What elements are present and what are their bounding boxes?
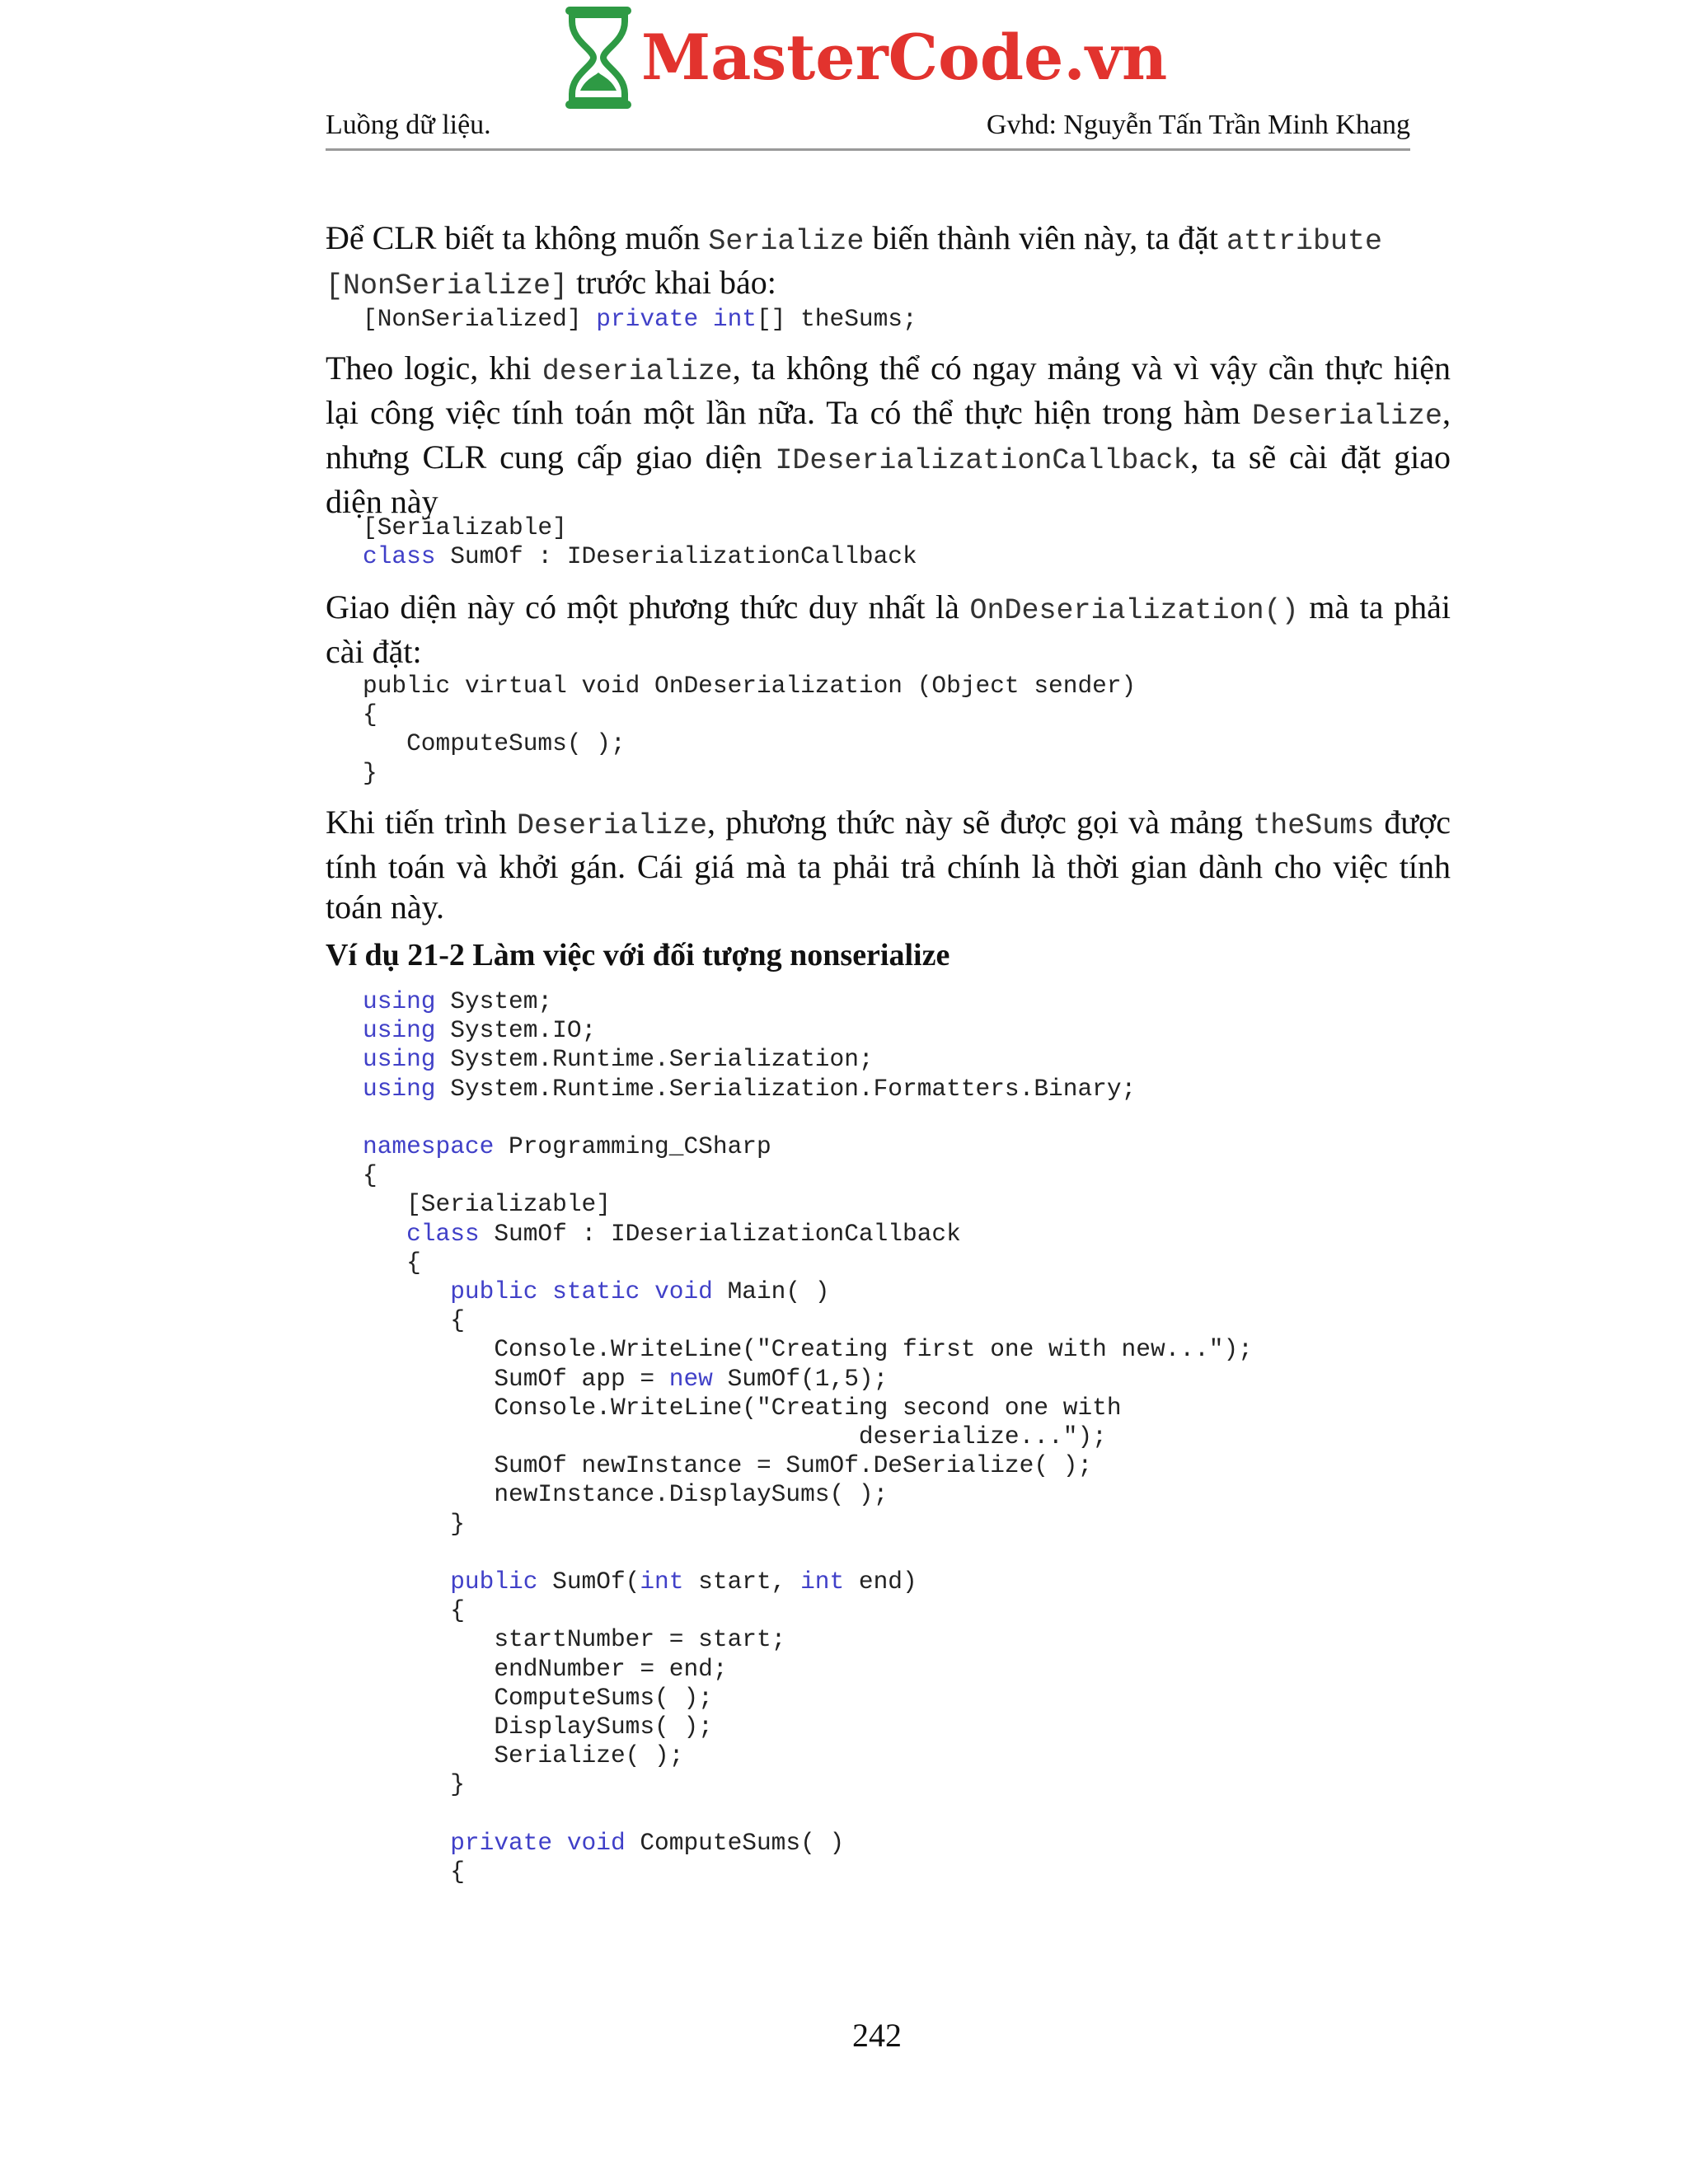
- paragraph-2: [326, 348, 1451, 522]
- code-text: {: [363, 1161, 377, 1190]
- code-text: deserialize...");: [858, 1422, 1107, 1451]
- inline-code: IDeserializationCallback: [775, 444, 1191, 477]
- code-keyword: public: [450, 1277, 538, 1306]
- code-snippet-2: [363, 513, 917, 571]
- paragraph-4: [326, 802, 1451, 927]
- code-snippet-1: [363, 305, 917, 334]
- code-text: ComputeSums( ): [625, 1828, 845, 1857]
- hourglass-icon: [560, 3, 636, 112]
- text: , ta sẽ cài đặt giao diện này: [326, 438, 1451, 520]
- code-text: startNumber = start;: [494, 1625, 786, 1654]
- code-text: System.IO;: [435, 1016, 597, 1045]
- logo: [560, 0, 1167, 115]
- text: biến thành viên này, ta đặt: [864, 219, 1226, 256]
- code-text: SumOf(1,5);: [712, 1364, 889, 1393]
- header-instructor: Gvhd: Nguyễn Tấn Trần Minh Khang: [986, 110, 1410, 140]
- code-keyword: using: [363, 1074, 436, 1103]
- paragraph-1: [326, 218, 1451, 307]
- inline-code: Deserialize: [517, 809, 708, 842]
- code-keyword: int: [800, 1568, 845, 1596]
- header-chapter: Luồng dữ liệu.: [326, 110, 491, 140]
- code-keyword: static: [552, 1277, 640, 1306]
- text: , ta không thể có ngay mảng và vì vậy cần thực hiện lại công việc tính toán một lần nữa. Ta có thể thực hiện trong hàm: [326, 349, 1451, 431]
- text: Theo logic, khi: [326, 349, 542, 387]
- inline-code: theSums: [1253, 809, 1375, 842]
- code-text: [Serializable]: [363, 513, 567, 541]
- code-text: SumOf newInstance = SumOf.DeSerialize( );: [494, 1451, 1093, 1480]
- text: trước khai báo:: [568, 264, 776, 301]
- text: Khi tiến trình: [326, 804, 517, 841]
- code-text: SumOf : IDeserializationCallback: [479, 1219, 961, 1248]
- code-text: Main( ): [712, 1277, 830, 1306]
- code-keyword: class: [406, 1219, 480, 1248]
- inline-code: OnDeserialization(): [969, 594, 1299, 627]
- text: được tính toán và khởi gán. Cái giá mà ta phải trả chính là thời gian dành cho việc tính toán này.: [326, 804, 1451, 926]
- code-text: Console.WriteLine("Creating first one with new...");: [494, 1335, 1253, 1364]
- code-keyword: new: [668, 1364, 713, 1393]
- code-keyword: int: [640, 1568, 684, 1596]
- code-keyword: namespace: [363, 1132, 495, 1161]
- example-heading: Ví dụ 21-2 Làm việc với đối tượng nonserialize: [326, 938, 950, 972]
- code-text: System.Runtime.Serialization;: [435, 1045, 874, 1074]
- code-text: SumOf(: [537, 1568, 640, 1596]
- inline-code: [NonSerialize]: [326, 269, 569, 302]
- code-text: SumOf : IDeserializationCallback: [435, 542, 917, 571]
- text: Để CLR biết ta không muốn: [326, 219, 709, 256]
- code-keyword: void: [566, 1828, 626, 1857]
- code-text: SumOf app =: [494, 1364, 669, 1393]
- page-header: [326, 102, 1410, 151]
- code-keyword: int: [712, 305, 757, 333]
- text: , nhưng CLR cung cấp giao diện: [326, 394, 1451, 476]
- code-keyword: private: [596, 305, 699, 333]
- code-text: start,: [683, 1568, 801, 1596]
- code-text: }: [450, 1509, 465, 1538]
- code-text: {: [406, 1248, 421, 1277]
- code-keyword: class: [363, 542, 436, 571]
- text: , phương thức này sẽ được gọi và mảng: [707, 804, 1254, 841]
- code-text: newInstance.DisplaySums( );: [494, 1480, 889, 1509]
- code-text: System;: [435, 987, 553, 1015]
- code-text: [Serializable]: [406, 1190, 611, 1219]
- code-text: {: [450, 1596, 465, 1625]
- code-text: DisplaySums( );: [494, 1713, 713, 1741]
- code-text: {: [450, 1306, 465, 1335]
- code-text: System.Runtime.Serialization.Formatters.Binary;: [435, 1074, 1137, 1103]
- code-text: ComputeSums( );: [494, 1683, 713, 1712]
- code-text: end): [844, 1568, 917, 1596]
- inline-code: Serialize: [708, 225, 865, 258]
- page-number: 242: [852, 2017, 902, 2054]
- inline-code: attribute: [1226, 225, 1382, 258]
- code-keyword: using: [363, 1016, 436, 1045]
- code-text: Programming_CSharp: [494, 1132, 771, 1161]
- code-text: Console.WriteLine("Creating second one with: [494, 1393, 1122, 1422]
- code-keyword: void: [654, 1277, 713, 1306]
- code-text: endNumber = end;: [494, 1654, 728, 1683]
- code-example: [363, 987, 1253, 1886]
- code-text: }: [450, 1770, 465, 1799]
- code-text: {: [450, 1858, 465, 1886]
- code-keyword: using: [363, 1045, 436, 1074]
- code-text: [] theSums;: [756, 305, 917, 333]
- logo-text: MasterCode.vn: [641, 21, 1168, 94]
- paragraph-3: [326, 587, 1451, 672]
- text: mà ta phải cài đặt:: [326, 588, 1451, 670]
- inline-code: deserialize: [542, 355, 733, 388]
- code-text: Serialize( );: [494, 1741, 684, 1770]
- code-text: [NonSerialized]: [363, 305, 597, 333]
- text: Giao diện này có một phương thức duy nhất là: [326, 588, 970, 626]
- code-snippet-3: public virtual void OnDeserialization (Object sender) { ComputeSums( ); }: [363, 672, 1137, 787]
- code-keyword: public: [450, 1568, 538, 1596]
- code-keyword: private: [450, 1828, 553, 1857]
- code-keyword: using: [363, 987, 436, 1015]
- inline-code: Deserialize: [1251, 400, 1442, 433]
- code-text: [698, 305, 713, 333]
